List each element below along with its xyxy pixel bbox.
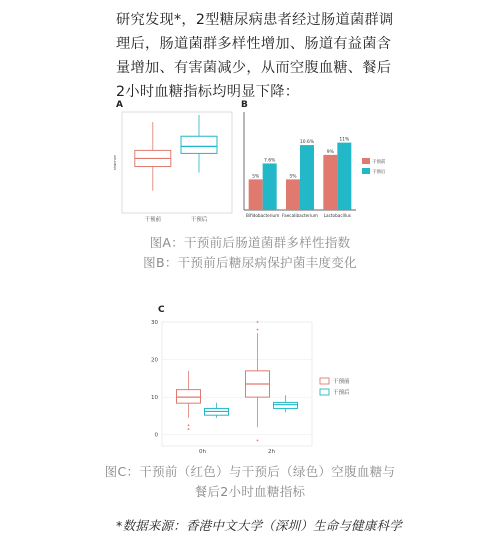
chart-c-blood-glucose	[140, 318, 370, 454]
chart-b-data-label: 10.6%	[299, 140, 315, 146]
figure-c-letter: C	[158, 305, 165, 315]
chart-b-bar-before	[249, 179, 263, 210]
chart-b-legend-swatch-after	[362, 168, 370, 174]
chart-c-before-2h-outlier-2	[257, 321, 259, 323]
chart-a-xtick: 干预后	[190, 217, 208, 223]
chart-a-after-box	[181, 136, 217, 153]
chart-c-ytick: 20	[151, 357, 158, 364]
figure-a-letter: A	[116, 100, 123, 110]
chart-b-legend-swatch-before	[362, 158, 370, 164]
intro-paragraph: 研究发现*，2型糖尿病患者经过肠道菌群调理后，肠道菌群多样性增加、肠道有益菌含量增加、有害菌减少，从而空腹血糖、餐后2小时血糖指标均明显下降：	[116, 12, 394, 100]
caption-a: 图A：干预前后肠道菌群多样性指数	[149, 235, 351, 250]
chart-a-diversity	[112, 110, 237, 225]
chart-c-before-2h-outlier-1	[257, 329, 259, 331]
caption-c-line2: 餐后2小时血糖指标	[194, 484, 306, 499]
chart-c-frame	[162, 322, 312, 446]
chart-b-xtick: Faecalibacterium	[282, 213, 318, 218]
chart-b-bar-after	[263, 163, 277, 210]
chart-b-bar-before	[286, 179, 300, 210]
chart-b-bar-before	[323, 155, 337, 210]
chart-c-before-2h-outlier-0	[257, 439, 259, 441]
chart-c-legend-swatch-after	[320, 389, 329, 395]
chart-c-after-2h-box	[274, 402, 298, 408]
chart-b-bar-after	[300, 145, 314, 210]
chart-b-legend-label: 干预后	[372, 170, 386, 175]
caption-b: 图B：干预前后糖尿病保护菌丰度变化	[143, 255, 357, 270]
chart-c-legend-label: 干预前	[333, 379, 350, 385]
chart-b-data-label: 11%	[339, 137, 350, 143]
chart-b-data-label: 9%	[326, 149, 334, 155]
chart-b-bar-after	[337, 143, 351, 210]
chart-b-protective-bacteria	[240, 110, 390, 225]
chart-c-xtick: 0h	[199, 449, 206, 454]
data-source-note: *数据来源：香港中文大学（深圳）生命与健康科学	[116, 518, 402, 533]
chart-a-ylabel: shannon	[113, 155, 117, 170]
chart-c-xtick: 2h	[268, 449, 275, 454]
chart-b-xtick: Bifidobacterium	[246, 213, 280, 218]
chart-c-before-0h-box	[177, 390, 201, 404]
chart-c-ytick: 10	[151, 395, 158, 402]
chart-c-ytick: 30	[151, 320, 158, 326]
chart-b-xtick: Lactobacillus	[323, 213, 351, 218]
chart-a-xtick: 干预前	[144, 217, 162, 223]
caption-c-line1: 图C：干预前（红色）与干预后（绿色）空腹血糖与	[104, 464, 396, 479]
chart-c-before-0h-outlier-0	[188, 428, 190, 430]
chart-c-legend-swatch-before	[320, 378, 329, 384]
chart-b-legend-label: 干预前	[372, 160, 386, 165]
chart-c-legend-label: 干预后	[333, 390, 350, 396]
chart-c-before-0h-outlier-1	[188, 424, 190, 426]
chart-c-ytick: 0	[154, 432, 158, 439]
chart-b-data-label: 5%	[289, 174, 297, 180]
chart-b-data-label: 5%	[252, 174, 260, 180]
chart-b-data-label: 7.6%	[263, 158, 276, 164]
figure-b-letter: B	[241, 100, 248, 110]
